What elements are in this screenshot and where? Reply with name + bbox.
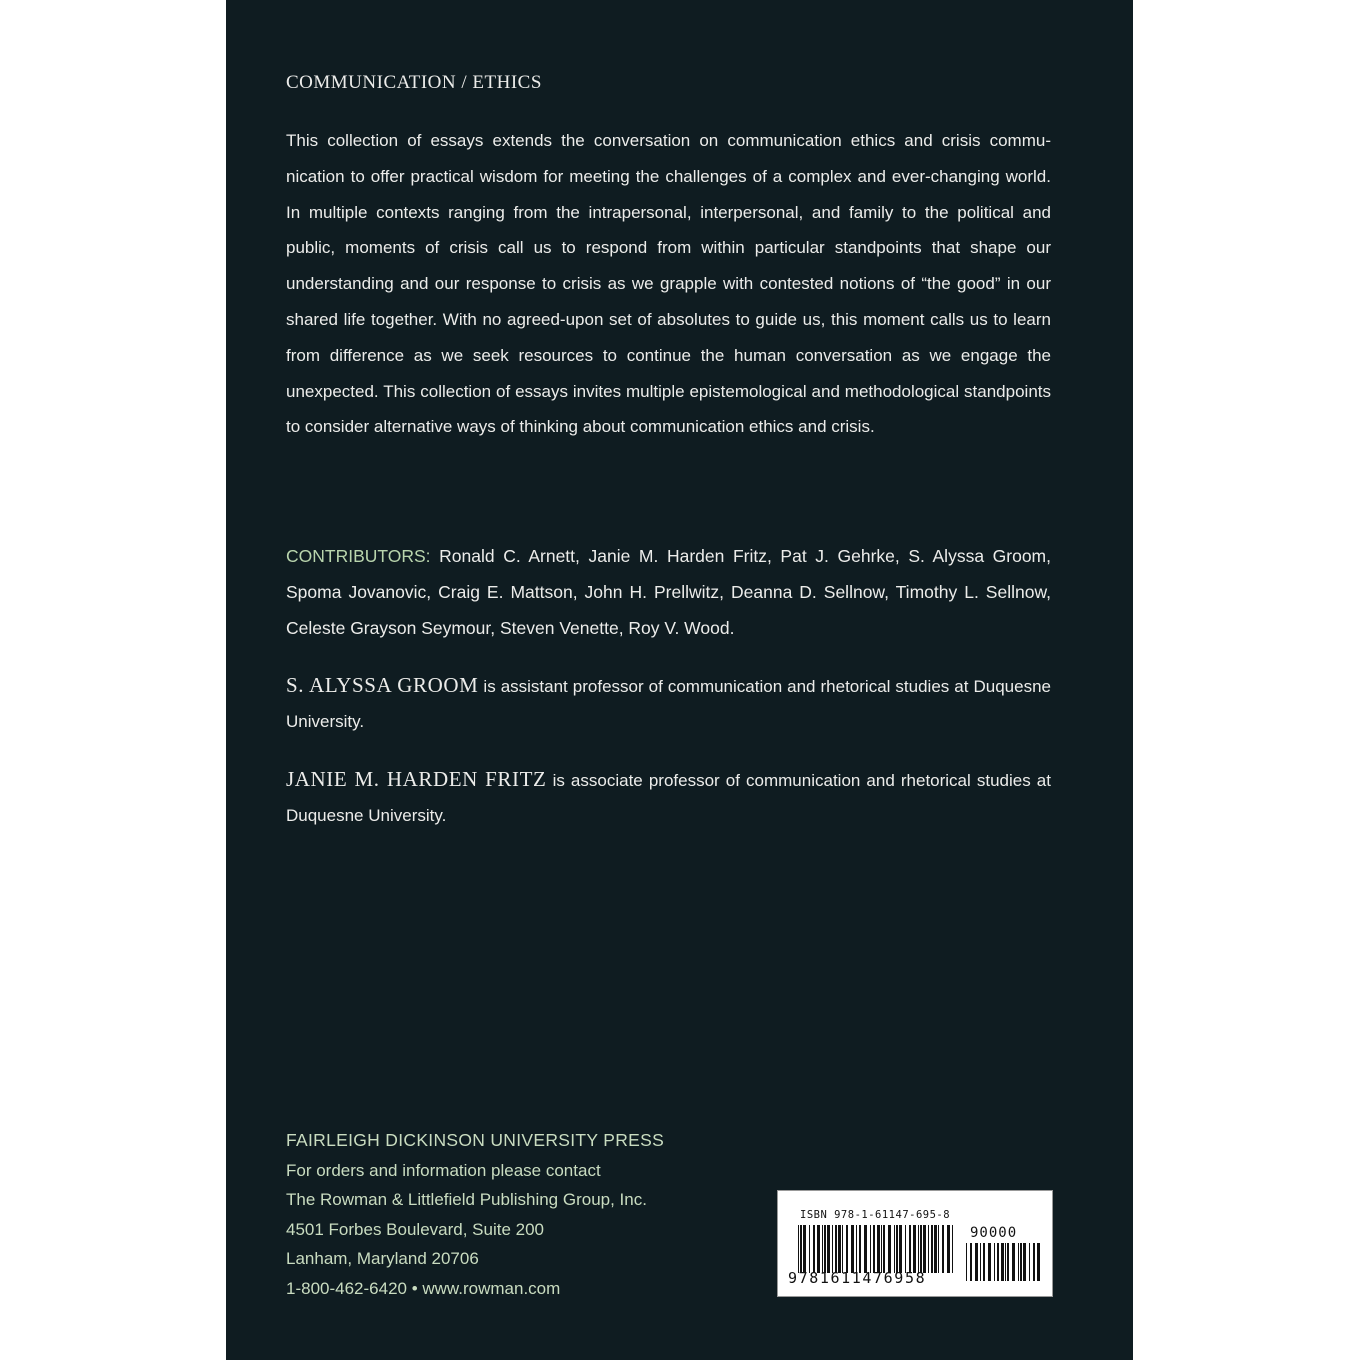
barcode-bar xyxy=(1001,1243,1004,1281)
barcode-bar xyxy=(894,1225,895,1273)
back-cover xyxy=(226,0,1133,1360)
barcode-bar xyxy=(1018,1243,1019,1281)
contributors-names: Ronald C. Arnett, Janie M. Harden Fritz, Pat J. Gehrke, S. Alyssa Groom, Spoma Jovanovic, Craig E. Mattson, John H. Prellwitz, Deanna D. Sellnow, Timothy L. Sellnow, Celeste Grayson Seymour, Steven Venette, Roy V. Wood. xyxy=(286,546,1051,638)
barcode-bar xyxy=(803,1225,806,1273)
barcode-bar xyxy=(1012,1243,1015,1281)
barcode-bar xyxy=(846,1225,848,1273)
barcode-addon-number: 90000 xyxy=(970,1225,1018,1241)
barcode-bar xyxy=(1033,1243,1035,1281)
barcode-bar xyxy=(798,1225,799,1273)
barcode-bar xyxy=(809,1225,810,1273)
barcode-bar xyxy=(942,1225,944,1273)
barcode-bar xyxy=(931,1225,933,1273)
barcode-bar xyxy=(877,1225,880,1273)
barcode-bar xyxy=(966,1243,967,1281)
barcode-bar xyxy=(870,1225,871,1273)
barcode-bar xyxy=(1020,1243,1022,1281)
barcode-bar xyxy=(824,1225,826,1273)
author-bio-groom xyxy=(286,668,1051,739)
publisher-line: Lanham, Maryland 20706 xyxy=(286,1249,479,1268)
barcode-bar xyxy=(1007,1243,1009,1281)
barcode-bar xyxy=(1029,1243,1030,1281)
barcode-bar xyxy=(813,1225,815,1273)
barcode-bar xyxy=(888,1225,891,1273)
barcode-bar xyxy=(994,1243,995,1281)
category-label: COMMUNICATION / ETHICS xyxy=(286,72,542,93)
barcode-bar xyxy=(952,1225,953,1273)
book-description: This collection of essays extends the conversation on communication ethics and crisis communication to offer practical wisdom for meeting the challenges of a complex and ever-changing world. In multiple contexts ranging from the intrapersonal, interpersonal, and family to the political and public, moments of crisis call us to respond from within particular standpoints that shape our understanding and our response to crisis as we grapple with contested notions of “the good” in our shared life together. With no agreed-upon set of absolutes to guide us, this moment calls us to learn from difference as we seek resources to continue the human conversation as we engage the unexpected. This collection of essays invites multiple epistemological and methodological standpoints to consider alternative ways of thinking about communication ethics and crisis. xyxy=(286,131,1051,437)
barcode-bar xyxy=(983,1243,985,1281)
barcode-bar xyxy=(881,1225,882,1273)
author-name: JANIE M. HARDEN FRITZ xyxy=(286,767,547,791)
barcode-bar xyxy=(883,1225,885,1273)
barcode-bar xyxy=(980,1243,981,1281)
contributors-section xyxy=(286,538,1051,646)
publisher-line: The Rowman & Littlefield Publishing Group, Inc. xyxy=(286,1190,647,1209)
barcode-bar xyxy=(1037,1243,1040,1281)
barcode-bar xyxy=(873,1225,875,1273)
barcode-bar xyxy=(864,1225,867,1273)
author-bio-text: is assistant professor of communication and rhetorical studies at Duquesne University. xyxy=(286,677,1051,731)
isbn-barcode xyxy=(777,1190,1053,1297)
barcode-bar xyxy=(947,1225,950,1273)
barcode-bar xyxy=(822,1225,823,1273)
barcode-bar xyxy=(938,1225,939,1273)
publisher-line: 4501 Forbes Boulevard, Suite 200 xyxy=(286,1219,545,1239)
barcode-bar xyxy=(827,1225,830,1273)
barcode-bar xyxy=(1005,1243,1006,1281)
barcode-bar xyxy=(842,1225,843,1273)
barcode-bar xyxy=(923,1225,926,1273)
barcode-bar xyxy=(920,1225,922,1273)
publisher-line: 1-800-462-6420 • www.rowman.com xyxy=(286,1278,561,1298)
barcode-bar xyxy=(817,1225,820,1273)
barcode-bar xyxy=(856,1225,857,1273)
barcode-bar xyxy=(905,1225,906,1273)
barcode-bar xyxy=(838,1225,841,1273)
barcode-bar xyxy=(997,1243,999,1281)
barcode-bar xyxy=(913,1225,916,1273)
author-bio-fritz xyxy=(286,762,1051,833)
publisher-name: FAIRLEIGH DICKINSON UNIVERSITY PRESS xyxy=(286,1130,665,1150)
barcode-bar xyxy=(909,1225,911,1273)
publisher-info xyxy=(286,1126,664,1303)
barcode-bar xyxy=(859,1225,861,1273)
barcode-bar xyxy=(970,1243,972,1281)
barcode-number: 9781611476958 xyxy=(788,1269,927,1287)
barcode-bar xyxy=(975,1243,978,1281)
barcode-bar xyxy=(832,1225,833,1273)
barcode-bar xyxy=(928,1225,929,1273)
barcode-bar xyxy=(899,1225,902,1273)
author-bio-text: is associate professor of communication and rhetorical studies at Duquesne University. xyxy=(286,771,1051,825)
contributors-label: CONTRIBUTORS: xyxy=(286,546,431,566)
barcode-bar xyxy=(800,1225,802,1273)
isbn-text: ISBN 978-1-61147-695-8 xyxy=(800,1209,951,1221)
barcode-bar xyxy=(934,1225,937,1273)
barcode-bar xyxy=(896,1225,898,1273)
barcode-bar xyxy=(918,1225,919,1273)
author-name: S. ALYSSA GROOM xyxy=(286,673,479,697)
barcode-bar xyxy=(851,1225,854,1273)
publisher-line: For orders and information please contact xyxy=(286,1160,601,1180)
barcode-bar xyxy=(1023,1243,1026,1281)
barcode-bar xyxy=(988,1243,991,1281)
barcode-bar xyxy=(835,1225,837,1273)
